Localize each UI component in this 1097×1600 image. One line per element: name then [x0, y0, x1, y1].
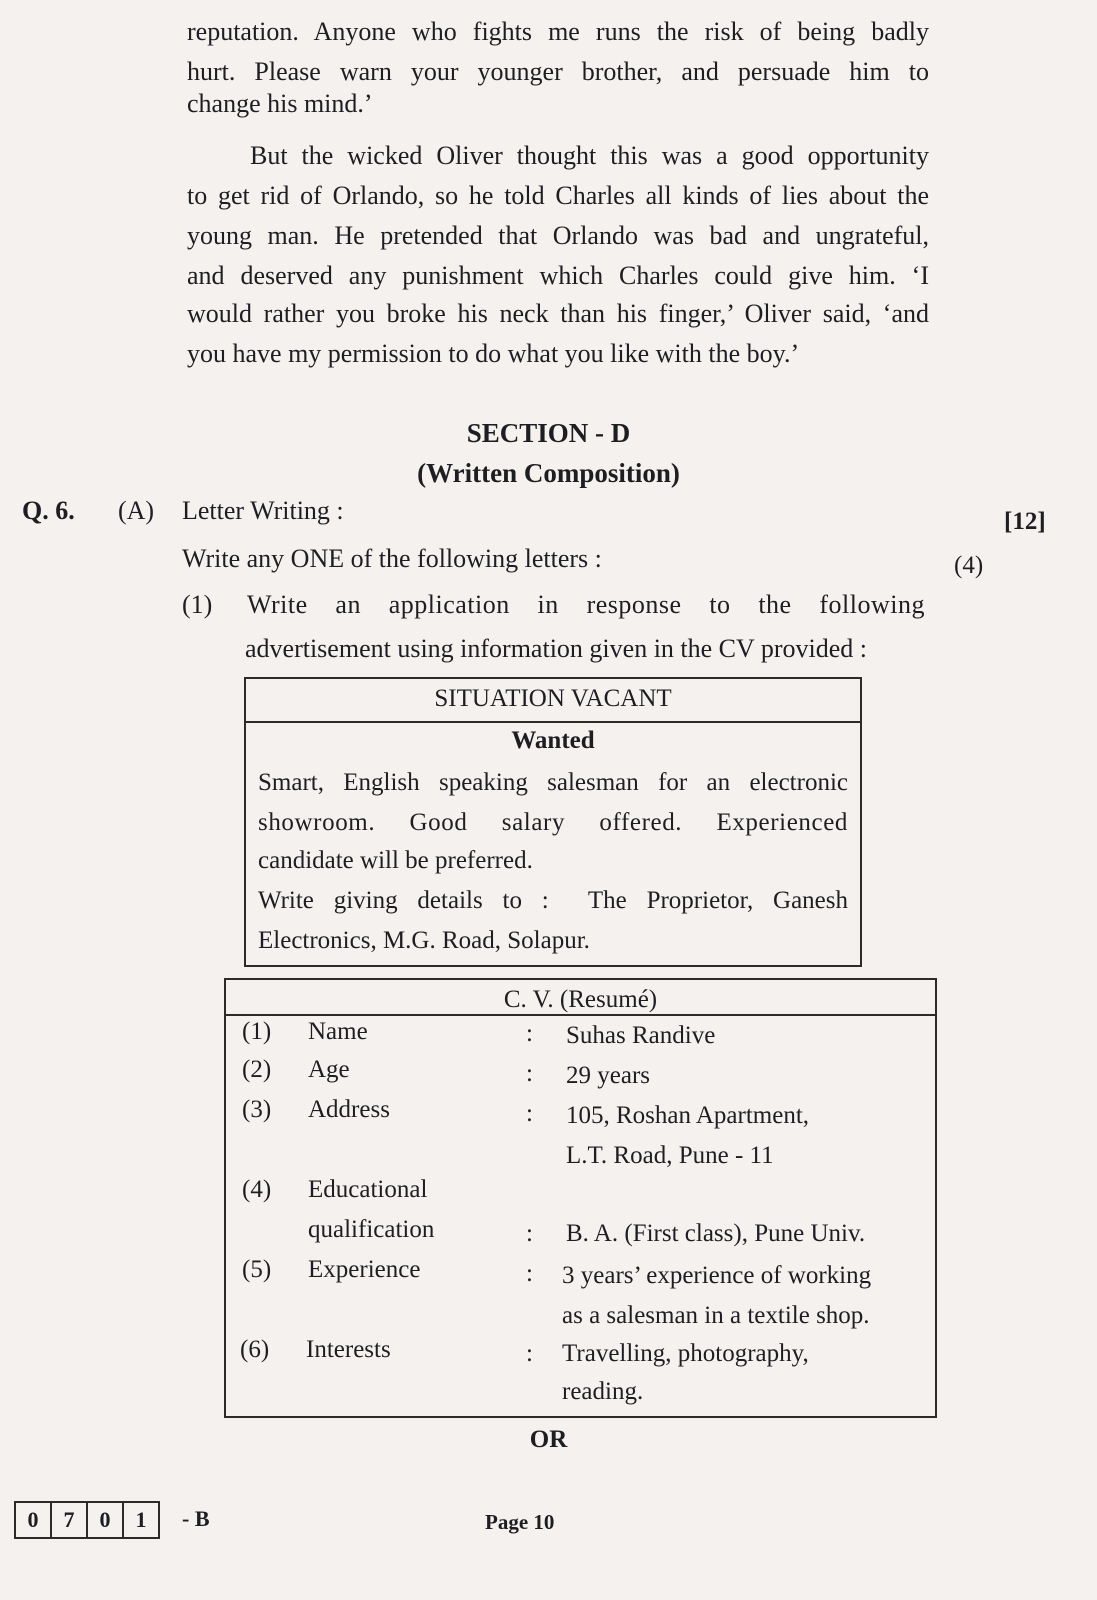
advert-line: Write giving details to : The Proprietor, Ganesh [258, 887, 848, 914]
cv-row-value: 105, Roshan Apartment, [566, 1102, 810, 1129]
cv-row-value: B. A. (First class), Pune Univ. [566, 1220, 866, 1247]
cv-row-separator: : [526, 1340, 533, 1367]
passage-line: would rather you broke his neck than his finger,’ Oliver said, ‘and [187, 299, 929, 328]
section-title: SECTION - D [466, 418, 631, 448]
cv-row-value: 3 years’ experience of working [562, 1262, 872, 1289]
question-number: Q. 6. [22, 496, 75, 525]
or-separator: OR [529, 1426, 568, 1453]
cv-row-number: (3) [242, 1096, 272, 1123]
passage-line: But the wicked Oliver thought this was a good opportunity [250, 141, 929, 170]
cv-row-separator: : [526, 1220, 533, 1247]
cv-row-number: (6) [240, 1336, 270, 1363]
section-subtitle: (Written Composition) [417, 458, 680, 488]
passage-line: to get rid of Orlando, so he told Charles all kinds of lies about the [187, 181, 929, 210]
cv-row-number: (2) [242, 1056, 272, 1083]
item-text-line: advertisement using information given in the CV provided : [245, 634, 867, 663]
cv-row-label: Educational [308, 1176, 428, 1203]
advert-line: Smart, English speaking salesman for an electronic [258, 769, 848, 796]
cv-row-value-cont: L.T. Road, Pune - 11 [566, 1142, 774, 1169]
question-instruction: Write any ONE of the following letters : [182, 544, 602, 573]
advert-line: candidate will be preferred. [258, 847, 533, 874]
advert-title: SITUATION VACANT [434, 685, 672, 712]
cv-row-number: (1) [242, 1018, 272, 1045]
cv-row-label: Interests [306, 1336, 391, 1363]
cv-row-value-cont: reading. [562, 1378, 644, 1405]
cv-row-number: (4) [242, 1176, 272, 1203]
passage-line: hurt. Please warn your younger brother, and persuade him to [187, 57, 929, 86]
cv-row-value-cont: as a salesman in a textile shop. [562, 1302, 870, 1329]
cv-row-value: 29 years [566, 1062, 650, 1089]
divider [246, 721, 860, 723]
advert-line: showroom. Good salary offered. Experienced [258, 809, 848, 836]
paper-code-digit: 0 [88, 1503, 124, 1537]
passage-line: change his mind.’ [187, 89, 373, 118]
item-text-line: Write an application in response to the following [247, 590, 925, 619]
cv-row-label: Age [308, 1056, 350, 1083]
cv-row-separator: : [526, 1020, 533, 1047]
cv-row-label: Address [308, 1096, 390, 1123]
paper-code-suffix: - B [182, 1506, 210, 1531]
paper-code-digit: 7 [52, 1503, 88, 1537]
advert-wanted: Wanted [511, 727, 595, 754]
question-heading: Letter Writing : [182, 496, 344, 525]
cv-row-value: Travelling, photography, [562, 1340, 809, 1367]
total-marks: [12] [1004, 508, 1046, 535]
passage-line: reputation. Anyone who fights me runs the risk of being badly [187, 17, 929, 46]
cv-row-label-cont: qualification [308, 1216, 435, 1243]
passage-line: you have my permission to do what you like with the boy.’ [187, 339, 800, 368]
page-number: Page 10 [485, 1510, 555, 1534]
advert-box [244, 677, 862, 967]
paper-code-digit: 1 [135, 1507, 147, 1532]
cv-row-value: Suhas Randive [566, 1022, 716, 1049]
question-part: (A) [118, 496, 155, 525]
cv-row-separator: : [526, 1260, 533, 1287]
cv-row-number: (5) [242, 1256, 272, 1283]
passage-line: young man. He pretended that Orlando was bad and ungrateful, [187, 221, 929, 250]
cv-title: C. V. (Resumé) [503, 986, 658, 1013]
cv-row-label: Name [308, 1018, 368, 1045]
cv-row-separator: : [526, 1060, 533, 1087]
item-number: (1) [182, 590, 213, 619]
paper-code-digit: 0 [16, 1503, 52, 1537]
passage-line: and deserved any punishment which Charles could give him. ‘I [187, 261, 929, 290]
cv-row-separator: : [526, 1100, 533, 1127]
paper-code-box [14, 1501, 160, 1539]
cv-row-label: Experience [308, 1256, 421, 1283]
divider [226, 1014, 935, 1016]
cv-box [224, 978, 937, 1418]
part-marks: (4) [954, 552, 984, 579]
advert-line: Electronics, M.G. Road, Solapur. [258, 927, 590, 954]
